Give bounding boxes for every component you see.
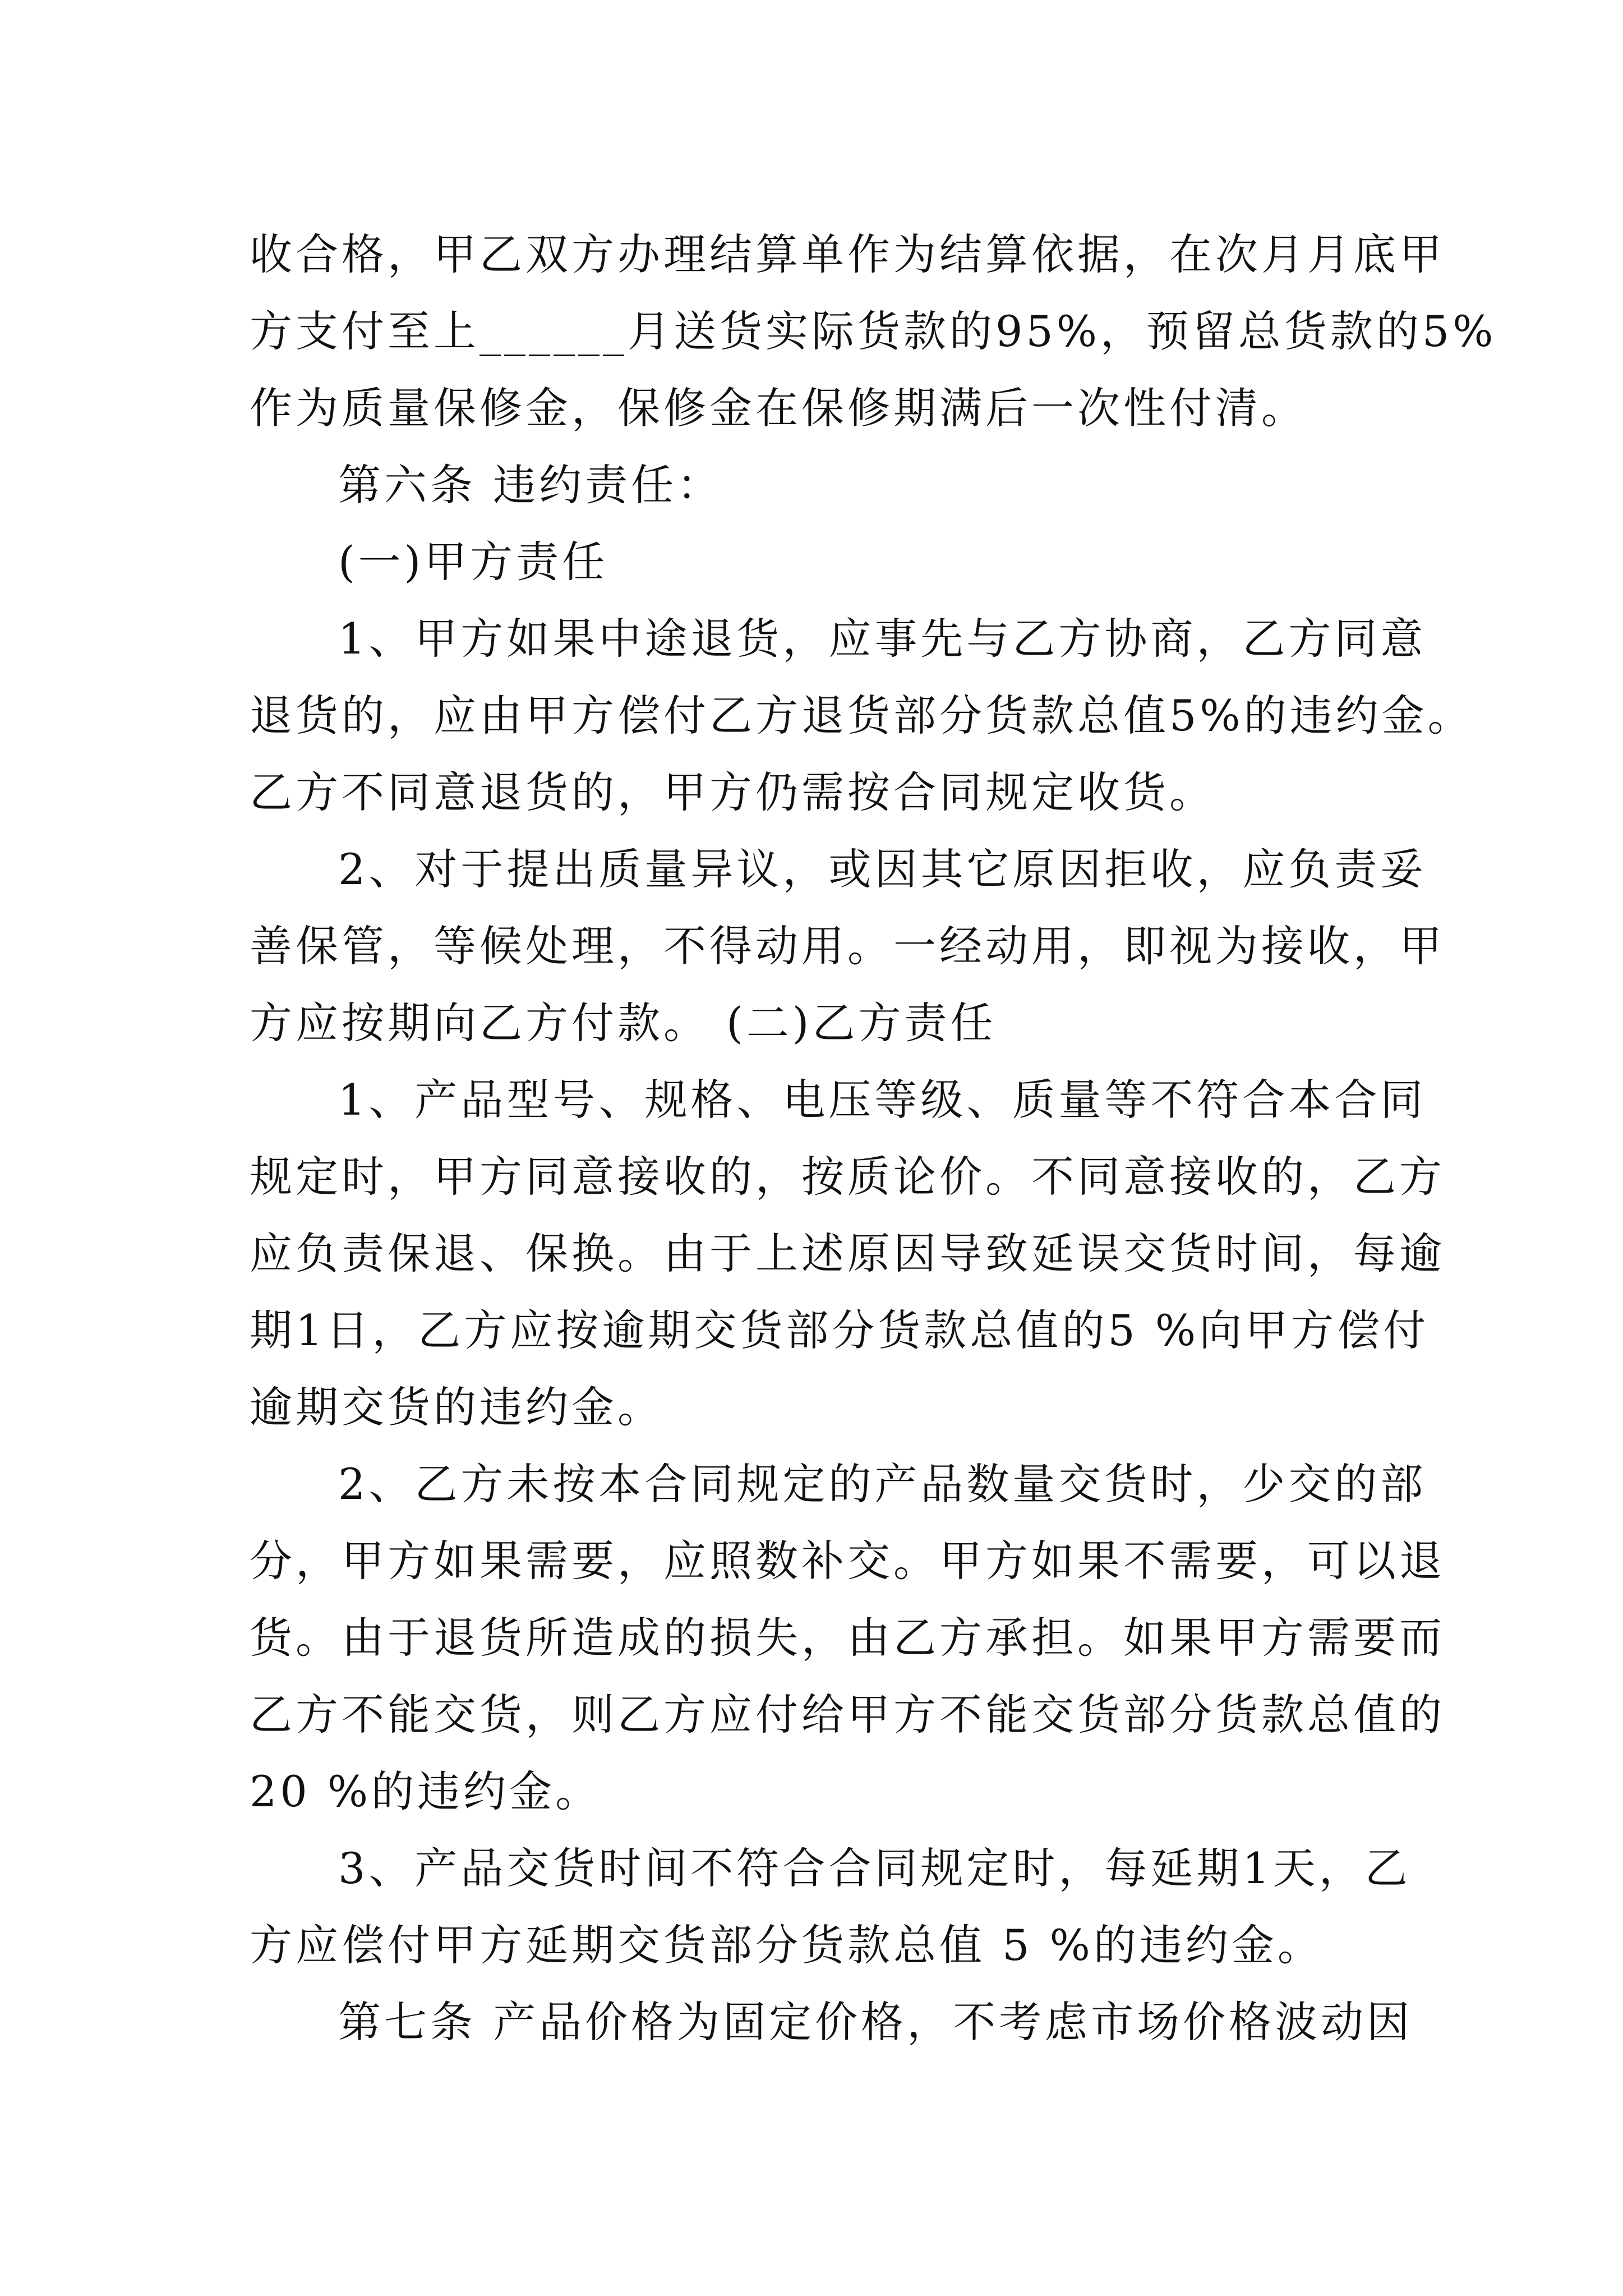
text-line: 期1日，乙方应按逾期交货部分货款总值的5 %向甲方偿付 (250, 1305, 1430, 1355)
text-line: 乙方不同意退货的，甲方仍需按合同规定收货。 (250, 767, 1215, 817)
section-party-a-heading: (一)甲方责任 (338, 537, 608, 587)
text-line: 收合格，甲乙双方办理结算单作为结算依据，在次月月底甲 (250, 229, 1445, 279)
text-line: 2、乙方未按本合同规定的产品数量交货时，少交的部 (338, 1459, 1427, 1509)
text-line: 方支付至上______月送货实际货款的95%，预留总货款的5% (250, 306, 1497, 356)
article-6-heading: 第六条 违约责任： (338, 460, 723, 510)
text-line: 规定时，甲方同意接收的，按质论价。不同意接收的，乙方 (250, 1152, 1445, 1202)
text-line: 逾期交货的违约金。 (250, 1382, 663, 1432)
text-line: 分，甲方如果需要，应照数补交。甲方如果不需要，可以退 (250, 1536, 1445, 1586)
text-line: 方应按期向乙方付款。 (二)乙方责任 (250, 998, 997, 1048)
text-line: 善保管，等候处理，不得动用。一经动用，即视为接收，甲 (250, 921, 1445, 971)
text-line: 3、产品交货时间不符合合同规定时，每延期1天，乙 (338, 1843, 1411, 1893)
text-line: 2、对于提出质量异议，或因其它原因拒收，应负责妥 (338, 844, 1427, 894)
text-line: 作为质量保修金，保修金在保修期满后一次性付清。 (250, 383, 1307, 433)
document-body (250, 216, 1497, 2060)
text-line: 货。由于退货所造成的损失，由乙方承担。如果甲方需要而 (250, 1613, 1445, 1663)
text-line: 退货的，应由甲方偿付乙方退货部分货款总值5%的违约金。 (250, 691, 1474, 740)
article-7-heading: 第七条 产品价格为固定价格，不考虑市场价格波动因 (338, 1997, 1413, 2047)
text-line: 20 %的违约金。 (250, 1766, 602, 1816)
text-line: 1、甲方如果中途退货，应事先与乙方协商，乙方同意 (338, 614, 1427, 664)
text-line: 乙方不能交货，则乙方应付给甲方不能交货部分货款总值的 (250, 1690, 1445, 1740)
text-line: 方应偿付甲方延期交货部分货款总值 5 %的违约金。 (250, 1920, 1324, 1970)
text-line: 应负责保退、保换。由于上述原因导致延误交货时间，每逾 (250, 1228, 1445, 1278)
text-line: 1、产品型号、规格、电压等级、质量等不符合本合同 (338, 1075, 1427, 1125)
